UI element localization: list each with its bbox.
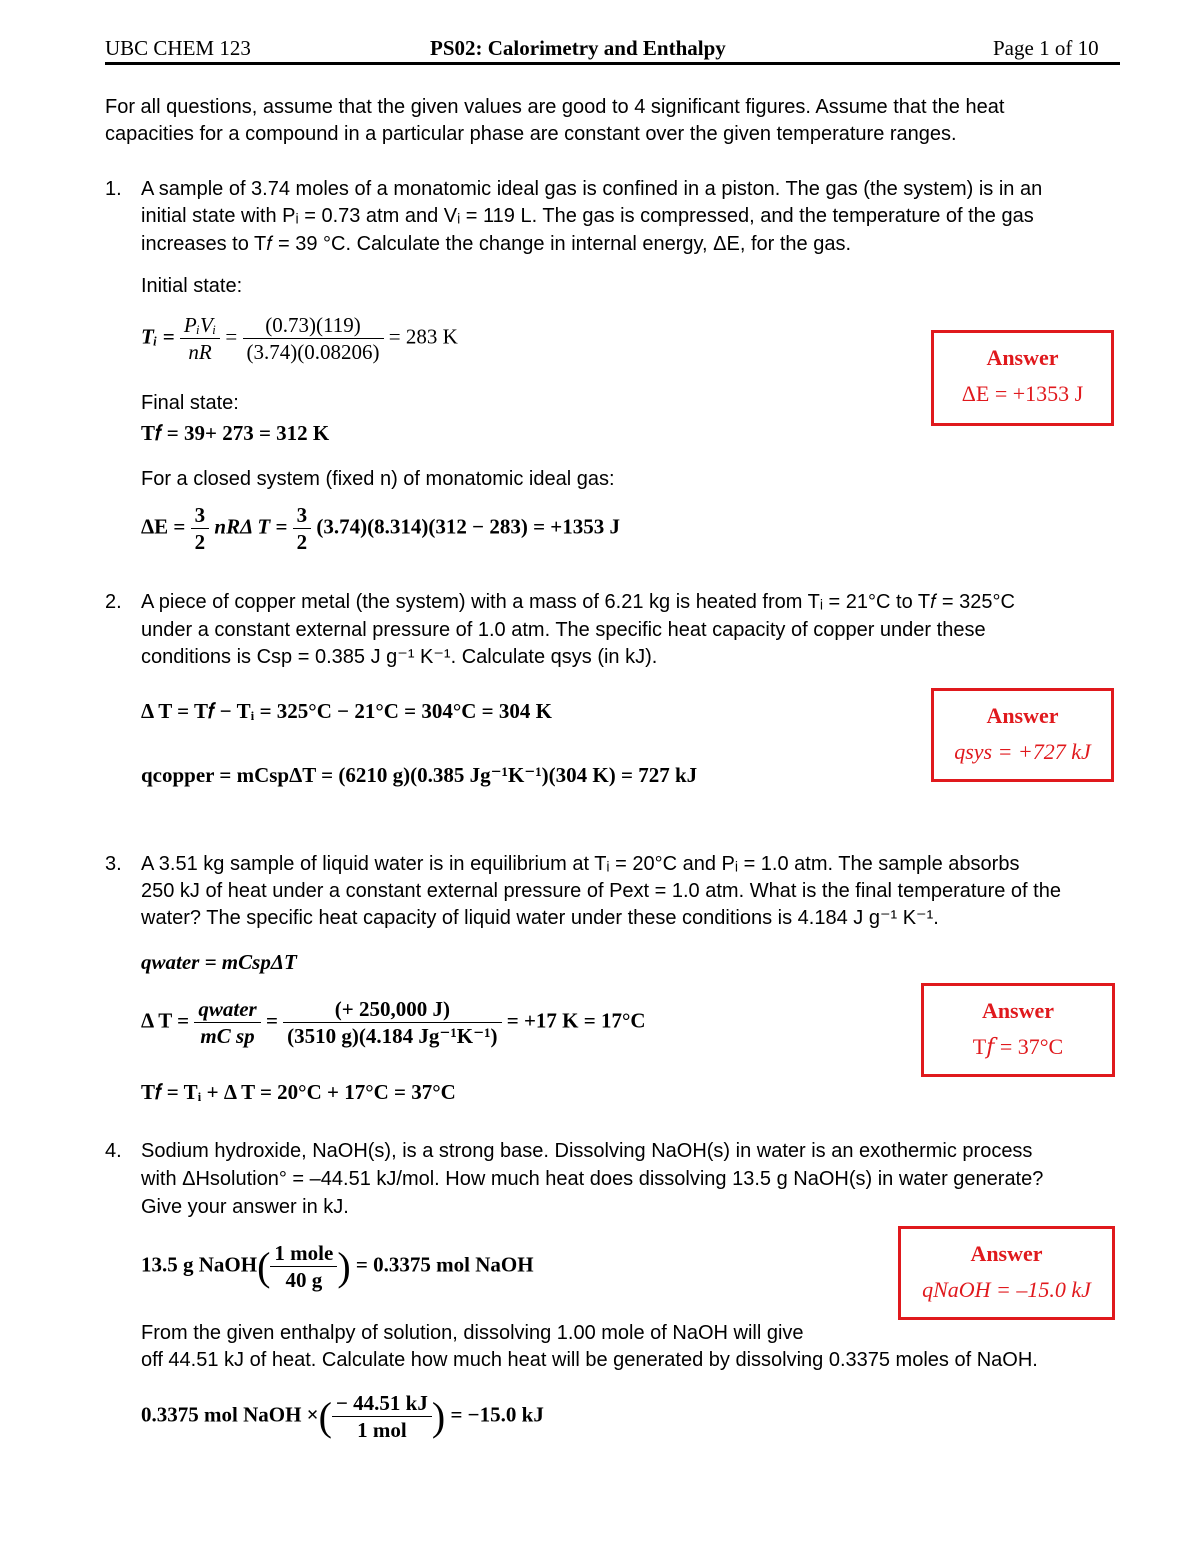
q3-eq2-lhs: Δ T = <box>141 1008 190 1033</box>
q4-eq1-frac-top: 1 mole <box>270 1240 337 1267</box>
q3-equation-heat: qwater = mCspΔT <box>141 950 297 974</box>
q3-equation-delta-t: Δ T = $\frac{\text{qwater}}{\text{mC sp}}$ = $\frac{(+ 250,000 J)}{\text{(3510 g)(4.184 Jg⁻¹K⁻¹)}}$ = +17 K = 17°C <box>141 997 646 1048</box>
q4-answer-value: qNaOH = –15.0 kJ <box>922 1277 1091 1302</box>
q3-eq2-frac1-bottom: mC sp <box>200 1024 255 1048</box>
q2-answer-box <box>931 688 1114 782</box>
q3-eq2-frac1-top: qwater <box>194 996 260 1023</box>
q1-equation-temperature-initial: Tᵢ = $\frac{\text{PᵢVᵢ}}{nR}$ = $\frac{(0.73)(119)}{(3.74)(0.08206)}$ = 283 K <box>141 313 458 364</box>
q1-equation-temperature-final: T𝑓 = 39+ 273 = 312 K <box>141 421 330 445</box>
header-rule <box>105 62 1120 65</box>
q1-eq3-frac2-top: 3 <box>293 502 312 529</box>
course-name: UBC CHEM 123 <box>105 36 251 60</box>
q4-equation-moles: 13.5 g NaOH( $\frac{\text{1 mole}}{40 g}$ ) = 0.3375 mol NaOH <box>141 1241 534 1292</box>
q3-answer-heading: Answer <box>981 998 1055 1023</box>
q2-line-1: A piece of copper metal (the system) with a mass of 6.21 kg is heated from Tᵢ = 21°C to T𝑓 = 325°C <box>141 591 1015 613</box>
q4-answer-box <box>898 1226 1115 1320</box>
q2-equation-heat: qcopper = mCspΔT = (6210 g)(0.385 Jg⁻¹K⁻¹)(304 K) = 727 kJ <box>141 763 698 787</box>
q2-line-3: conditions is Csp = 0.385 J g⁻¹ K⁻¹. Calculate qsys (in kJ). <box>141 646 658 668</box>
q3-answer-value: T𝑓 = 37°C <box>972 1034 1064 1059</box>
q4-eq1-result: = 0.3375 mol NaOH <box>355 1252 534 1277</box>
q1-final-state-label: Final state: <box>141 392 239 414</box>
q3-equation-final-temp: T𝑓 = Tᵢ + Δ T = 20°C + 17°C = 37°C <box>141 1080 456 1104</box>
q1-eq3-rhs: (3.74)(8.314)(312 − 283) = +1353 J <box>316 514 620 539</box>
q1-eq1-frac1-bottom: nR <box>188 340 212 364</box>
q1-eq3-frac-bottom: 2 <box>194 530 206 554</box>
q2-number: 2. <box>105 591 122 613</box>
q1-eq1-result: = 283 K <box>388 324 458 349</box>
q1-answer-value: ΔE = +1353 J <box>961 381 1084 406</box>
q1-eq3-frac2-bottom: 2 <box>296 530 308 554</box>
q3-line-3: water? The specific heat capacity of liquid water under these conditions is 4.184 J g⁻¹ K⁻¹. <box>141 907 939 929</box>
q3-eq2-result: = +17 K = 17°C <box>506 1008 646 1033</box>
q1-eq3-mid: nRΔ T = <box>214 514 288 539</box>
q1-eq1-frac2-top: (0.73)(119) <box>243 312 384 339</box>
q1-closed-system-text: For a closed system (fixed n) of monatomic ideal gas: <box>141 468 615 490</box>
q1-eq3-frac-top: 3 <box>191 502 210 529</box>
q3-line-2: 250 kJ of heat under a constant external pressure of Pext = 1.0 atm. What is the final temperature of the <box>141 880 1061 902</box>
q4-eq1-frac-bottom: 40 g <box>285 1268 323 1292</box>
q4-text-line-1: From the given enthalpy of solution, dissolving 1.00 mole of NaOH will give <box>141 1322 804 1344</box>
q2-equation-delta-t: Δ T = T𝑓 − Tᵢ = 325°C − 21°C = 304°C = 304 K <box>141 699 552 723</box>
q1-answer-box <box>931 330 1114 426</box>
q4-answer-heading: Answer <box>970 1241 1043 1266</box>
q4-eq2-lhs: 0.3375 mol NaOH × <box>141 1402 319 1427</box>
q1-eq1-lhs: Tᵢ = <box>141 324 175 349</box>
q1-answer-heading: Answer <box>986 345 1059 370</box>
q4-eq2-frac-bottom: 1 mol <box>357 1418 407 1442</box>
page-number: Page 1 of 10 <box>993 36 1099 60</box>
q1-number: 1. <box>105 178 122 200</box>
q4-eq1-lhs: 13.5 g NaOH <box>141 1252 258 1277</box>
q4-line-2: with ΔHsolution° = –44.51 kJ/mol. How much heat does dissolving 13.5 g NaOH(s) in water generate? <box>141 1168 1044 1190</box>
q3-number: 3. <box>105 853 122 875</box>
q4-equation-heat: 0.3375 mol NaOH ×( $\frac{- 44.51 kJ}{\text{1 mol}}$ ) = −15.0 kJ <box>141 1391 544 1442</box>
intro-line-1: For all questions, assume that the given values are good to 4 significant figures. Assume that the heat <box>105 96 1005 118</box>
q4-text-line-2: off 44.51 kJ of heat. Calculate how much heat will be generated by dissolving 0.3375 moles of NaOH. <box>141 1349 1038 1371</box>
q1-eq3-lhs: ΔE = <box>141 514 186 539</box>
document-title: PS02: Calorimetry and Enthalpy <box>430 36 726 60</box>
q2-line-2: under a constant external pressure of 1.0 atm. The specific heat capacity of copper under these <box>141 619 986 641</box>
q4-eq2-frac-top: − 44.51 kJ <box>332 1390 432 1417</box>
q1-initial-state-label: Initial state: <box>141 275 243 297</box>
q3-line-1: A 3.51 kg sample of liquid water is in equilibrium at Tᵢ = 20°C and Pᵢ = 1.0 atm. The sample absorbs <box>141 853 1020 875</box>
q2-answer-value: qsys = +727 kJ <box>954 739 1091 764</box>
q1-eq1-frac2-bottom: (3.74)(0.08206) <box>246 340 380 364</box>
q3-answer-box <box>921 983 1115 1077</box>
q1-line-3: increases to T𝑓 = 39 °C. Calculate the change in internal energy, ΔE, for the gas. <box>141 233 852 255</box>
q3-eq2-frac2-top: (+ 250,000 J) <box>283 996 501 1023</box>
q4-eq2-result: = −15.0 kJ <box>450 1402 544 1427</box>
q1-eq1-frac1-top: PᵢVᵢ <box>180 312 220 339</box>
q4-number: 4. <box>105 1140 122 1162</box>
q4-line-1: Sodium hydroxide, NaOH(s), is a strong base. Dissolving NaOH(s) in water is an exothermic process <box>141 1140 1033 1162</box>
q1-equation-energy <box>141 502 620 555</box>
q1-line-2: initial state with Pᵢ = 0.73 atm and Vᵢ = 119 L. The gas is compressed, and the temperature of the gas <box>141 205 1034 227</box>
q3-eq2-frac2-bottom: (3510 g)(4.184 Jg⁻¹K⁻¹) <box>287 1024 498 1048</box>
q4-line-3: Give your answer in kJ. <box>141 1196 349 1218</box>
q2-answer-heading: Answer <box>986 703 1059 728</box>
intro-line-2: capacities for a compound in a particular phase are constant over the given temperature ranges. <box>105 123 957 145</box>
q1-line-1: A sample of 3.74 moles of a monatomic ideal gas is confined in a piston. The gas (the system) is in an <box>141 178 1043 200</box>
